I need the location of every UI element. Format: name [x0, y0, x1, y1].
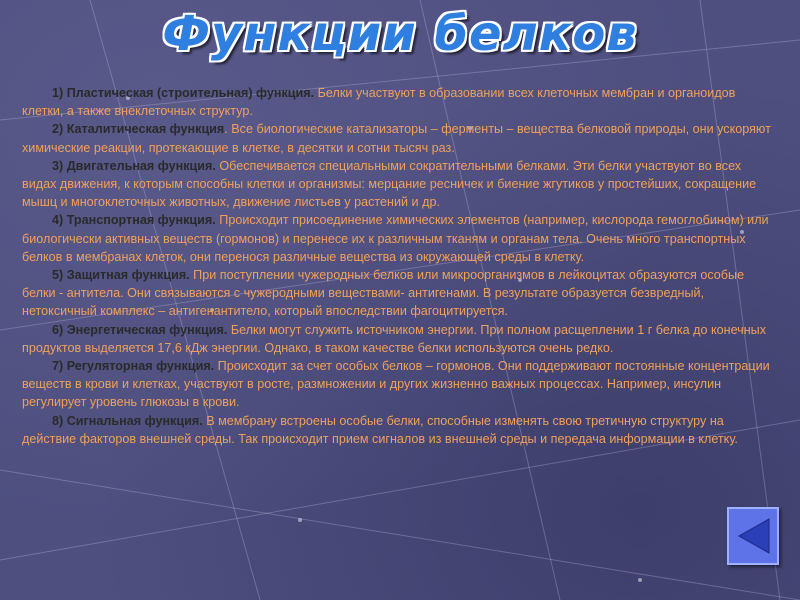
paragraph-heading: 4) Транспортная функция. — [52, 213, 216, 228]
paragraph-heading: 5) Защитная функция. — [52, 268, 190, 283]
paragraph-heading: 6) Энергетическая функция. — [52, 322, 228, 337]
paragraph-heading: 2) Каталитическая функция — [52, 122, 225, 137]
triangle-left-icon — [735, 517, 771, 555]
paragraph-text: Обеспечивается специальными сократительными белками. Эти белки участвуют во всех видах движения, к которым способны клетки и организмы: мерцание ресничек и биение жгутиков у простейших, сокращение мышц и многоклеточных животных, движение листьев у растений и др. — [22, 158, 757, 210]
paragraph-text: . Все биологические катализаторы – ферменты – вещества белковой природы, они ускоряют химические реакции, протекающие в клетке, в десятки и сотни тысяч раз. — [22, 122, 771, 155]
paragraph-plastic — [22, 84, 774, 120]
paragraph-heading: 3) Двигательная функция. — [52, 158, 216, 173]
paragraph-text: Происходит присоединение химических элементов (например, кислорода гемоглобином) или биологически активных веществ (гормонов) и перенесе их к различным тканям и органам тела. Очень много транспортных белков в мембранах клеток, они перенося различные вещества из окружающей среды в клетку. — [22, 213, 769, 264]
paragraph-text: В мембрану встроены особые белки, способные изменять свою третичную структуру на действие факторов внешней среды. Так происходит прием сигналов из внешней среды и передача информации в клетку. — [22, 413, 738, 446]
paragraph-protective — [22, 266, 774, 321]
paragraph-text: Белки участвуют в образовании всех клеточных мембран и органоидов клетки, а также внеклеточных структур. — [22, 86, 736, 119]
paragraph-energy — [22, 321, 774, 357]
paragraph-regulatory — [22, 357, 774, 412]
paragraph-heading: 7) Регуляторная функция. — [52, 359, 215, 374]
paragraph-heading: 8) Сигнальная функция. — [52, 413, 203, 428]
paragraph-catalytic — [22, 120, 774, 156]
previous-slide-button[interactable] — [727, 507, 779, 565]
slide-body — [22, 84, 774, 448]
slide-title: Функции белков — [162, 6, 638, 62]
paragraph-heading: 1) Пластическая (строительная) функция. — [52, 86, 315, 100]
paragraph-motor — [22, 157, 774, 212]
paragraph-transport — [22, 211, 774, 266]
paragraph-signal — [22, 412, 774, 448]
paragraph-text: При поступлении чужеродных белков или микроорганизмов в лейкоцитах образуются особые белки - антитела. Они связываются с чужеродными веществами- антигенами. В результате образуется безвредный, нетоксичный комплекс – антигенантитело, который впоследствии фагоцитируется. — [22, 268, 745, 319]
paragraph-text: Белки могут служить источником энергии. При полном расщеплении 1 г белка до конечных продуктов выделяется 17,6 кДж энергии. Однако, в таком качестве белки используются очень редко. — [22, 322, 767, 355]
paragraph-text: Происходит за счет особых белков – гормонов. Они поддерживают постоянные концентрации веществ в крови и клетках, участвуют в росте, размножении и других жизненно важных процессах. Например, инсулин регулирует уровень глюкозы в крови. — [22, 359, 770, 410]
